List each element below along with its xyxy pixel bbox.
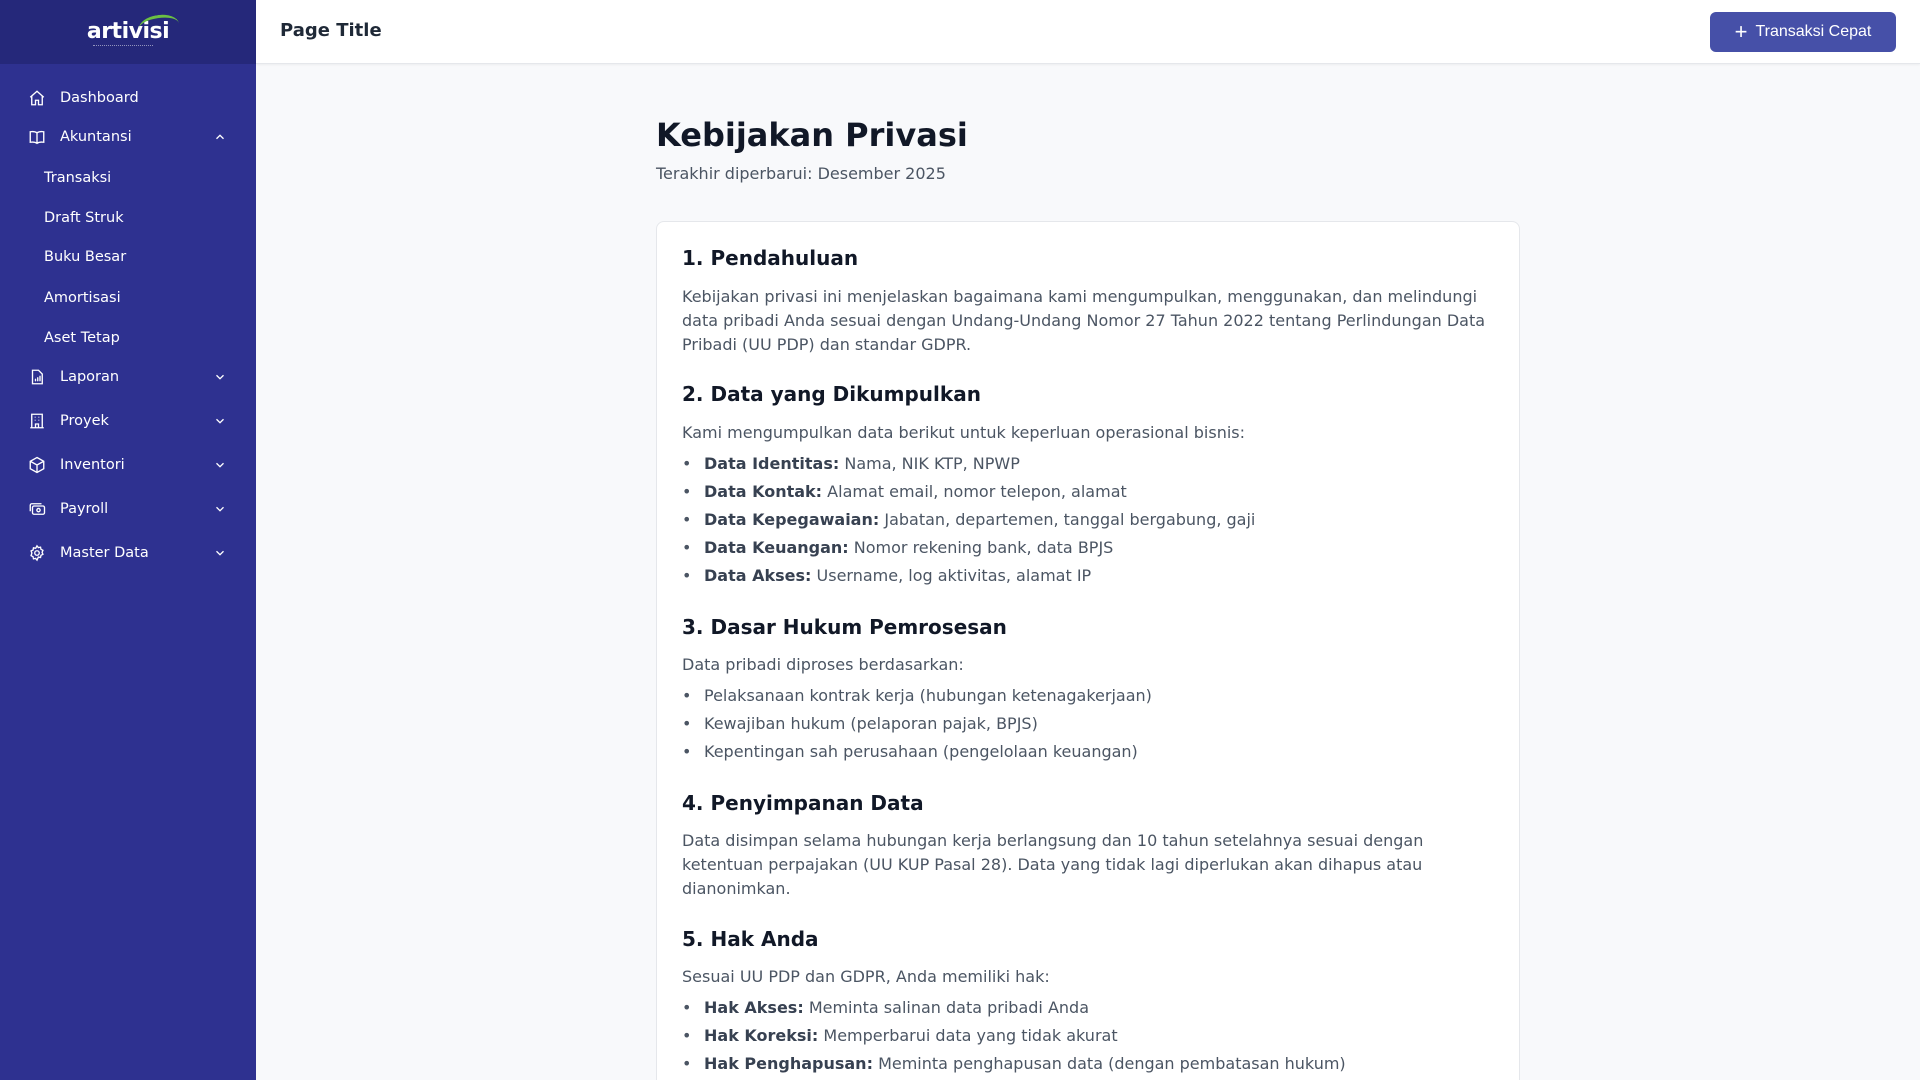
sidebar-subitem-label: Draft Struk [44,210,124,226]
sidebar-item-buku-besar[interactable] [0,239,256,275]
sidebar-item-label: Proyek [60,413,109,429]
chevron-down-icon[interactable] [213,546,227,560]
sidebar-subitem-label: Amortisasi [44,290,121,306]
section-heading: 3. Dasar Hukum Pemrosesan [682,615,1007,639]
chevron-up-icon[interactable] [213,130,227,144]
top-bar [256,0,1920,64]
sidebar-item-label: Laporan [60,369,120,385]
section-paragraph: Sesuai UU PDP dan GDPR, Anda memiliki hak: [682,967,1050,986]
cog-icon [28,544,46,562]
chevron-down-icon[interactable] [213,370,227,384]
sidebar-item-draft-struk[interactable] [0,200,256,236]
quick-transaction-button[interactable] [1710,12,1896,52]
section-heading: 1. Pendahuluan [682,246,859,270]
section-paragraph: Kami mengumpulkan data berikut untuk keperluan operasional bisnis: [682,423,1246,442]
sidebar [0,0,256,1080]
section-heading: 2. Data yang Dikumpulkan [682,382,981,406]
sidebar-subitem-label: Aset Tetap [44,330,120,346]
document-title: Kebijakan Privasi [656,116,968,154]
last-updated: Terakhir diperbarui: Desember 2025 [656,164,946,183]
cube-icon [28,456,46,474]
logo-tagline [93,45,153,47]
sidebar-item-label: Akuntansi [60,129,132,145]
logo[interactable] [87,21,169,43]
sidebar-subitem-label: Buku Besar [44,249,127,265]
sidebar-item-amortisasi[interactable] [0,280,256,316]
quick-transaction-label: Transaksi Cepat [1755,23,1872,40]
sidebar-item-akuntansi[interactable] [0,119,256,155]
book-open-icon [28,128,46,146]
sidebar-item-inventori[interactable] [0,447,256,483]
brand-bar [0,0,256,64]
section-heading: 4. Penyimpanan Data [682,791,924,815]
sidebar-item-label: Dashboard [60,90,139,106]
plus-icon: + [1734,19,1748,44]
sidebar-item-label: Payroll [60,501,109,517]
sidebar-item-master-data[interactable] [0,535,256,571]
sidebar-item-dashboard[interactable] [0,80,256,116]
logo-text: artivisi [86,19,170,44]
sidebar-item-transaksi[interactable] [0,160,256,196]
section-paragraph: Kebijakan privasi ini menjelaskan bagaimana kami mengumpulkan, menggunakan, dan melindungi data pribadi Anda sesuai dengan Undang-Undang Nomor 27 Tahun 2022 tentang Perlindungan Data Pribadi (UU PDP) dan standar GDPR. [682,287,1486,354]
policy-card: 1. Pendahuluan Kebijakan privasi ini menjelaskan bagaimana kami mengumpulkan, menggunakan, dan melindungi data pribadi Anda sesuai dengan Undang-Undang Nomor 27 Tahun 2022 tentang Perlindungan Data Pribadi (UU PDP) dan standar GDPR. 2. Data yang Dikumpulkan Kami mengumpulkan data berikut untuk keperluan operasional bisnis: • Data Identitas: Nama, NIK KTP, NPWP • Data Kontak: Alamat email, nomor telepon, alamat • Data Kepegawaian: Jabatan, departemen, tanggal bergabung, gaji • Data Keuangan: Nomor rekening bank, data BPJS • Data Akses: Username, log aktivitas, alamat IP 3. Dasar Hukum Pemrosesan Data pribadi diproses berdasarkan: • Pelaksanaan kontrak kerja (hubungan ketenagakerjaan) • Kewajiban hukum (pelaporan pajak, BPJS) • Kepentingan sah perusahaan (pengelolaan keuangan) 4. Penyimpanan Data Data disimpan selama hubungan kerja berlangsung dan 10 tahun setelahnya sesuai dengan ketentuan perpajakan (UU KUP Pasal 28). Data yang tidak lagi diperlukan akan dihapus atau dianonimkan. 5. Hak Anda Sesuai UU PDP dan GDPR, Anda memiliki hak: • Hak Akses: Meminta salinan data pribadi Anda • Hak Koreksi: Memperbarui data yang tidak akurat • Hak Penghapusan: Meminta penghapusan data (dengan pembatasan hukum) [656,221,1520,1080]
sidebar-item-label: Inventori [60,457,125,473]
sidebar-item-laporan[interactable] [0,359,256,395]
sidebar-item-label: Master Data [60,545,149,561]
banknotes-icon [28,500,46,518]
document-chart-icon [28,368,46,386]
logo-swoosh-icon [138,12,181,39]
section-heading: 5. Hak Anda [682,927,819,951]
sidebar-item-proyek[interactable] [0,403,256,439]
chevron-down-icon[interactable] [213,458,227,472]
home-icon [28,89,46,107]
section-paragraph: Data disimpan selama hubungan kerja berlangsung dan 10 tahun setelahnya sesuai dengan ketentuan perpajakan (UU KUP Pasal 28). Data yang tidak lagi diperlukan akan dihapus atau dianonimkan. [682,831,1424,898]
chevron-down-icon[interactable] [213,414,227,428]
sidebar-subitem-label: Transaksi [44,170,112,186]
building-icon [28,412,46,430]
sidebar-item-aset-tetap[interactable] [0,320,256,356]
page-title: Page Title [280,20,382,41]
chevron-down-icon[interactable] [213,502,227,516]
section-paragraph: Data pribadi diproses berdasarkan: [682,655,964,674]
sidebar-item-payroll[interactable] [0,491,256,527]
